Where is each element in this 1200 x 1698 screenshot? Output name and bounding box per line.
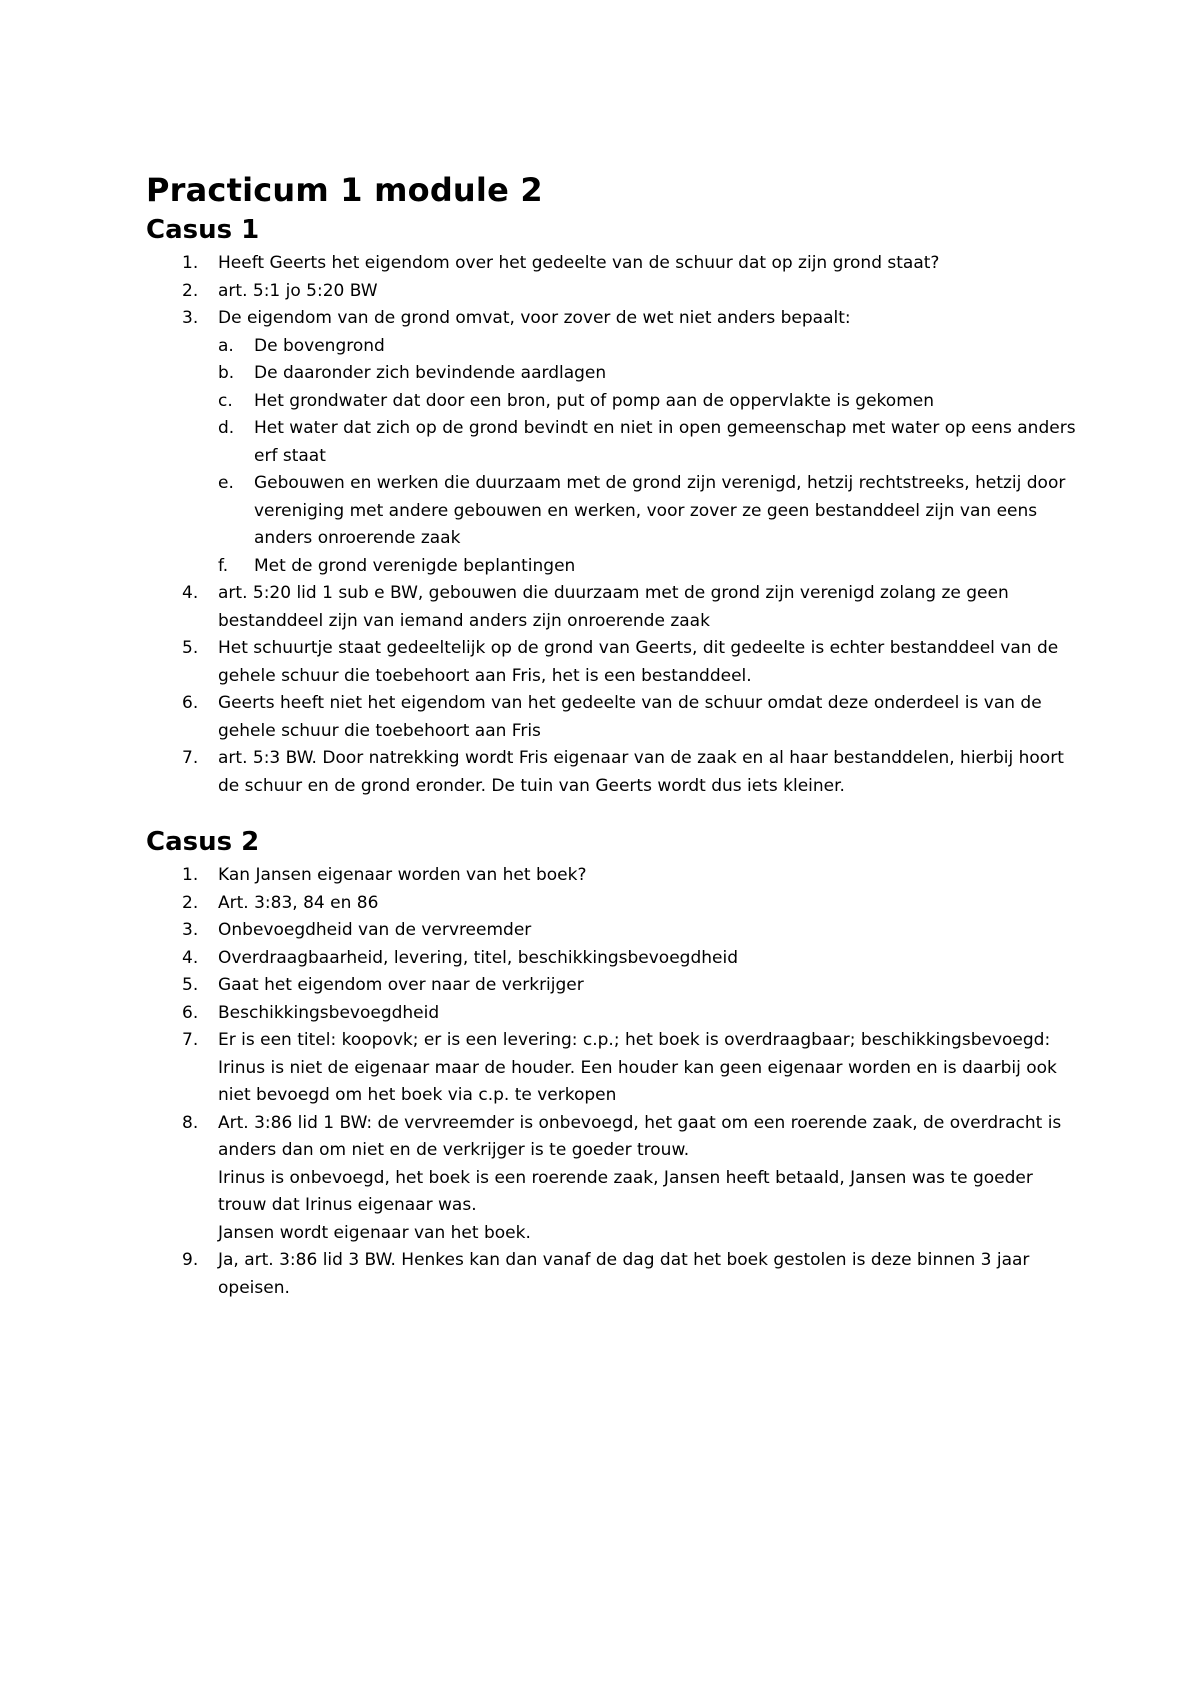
item-text: Het schuurtje staat gedeeltelijk op de grond van Geerts, dit gedeelte is echter bestanddeel van de gehele schuur die toebehoort aan Fris, het is een bestanddeel. xyxy=(218,638,1059,686)
list-item xyxy=(146,1027,1076,1110)
sub-list-item xyxy=(146,333,1076,361)
list-item xyxy=(146,250,1076,278)
item-text: Heeft Geerts het eigendom over het gedeelte van de schuur dat op zijn grond staat? xyxy=(218,253,940,273)
sub-item-text: Het grondwater dat door een bron, put of pomp aan de oppervlakte is gekomen xyxy=(254,390,934,411)
casus-1-heading: Casus 1 xyxy=(146,215,260,245)
document-title: Practicum 1 module 2 xyxy=(146,171,543,209)
item-text: art. 5:20 lid 1 sub e BW, gebouwen die duurzaam met de grond zijn verenigd zolang ze geen bestanddeel zijn van iemand anders zijn onroerende zaak xyxy=(218,583,1009,631)
item-text: Ja, art. 3:86 lid 3 BW. Henkes kan dan vanaf de dag dat het boek gestolen is deze binnen 3 jaar opeisen. xyxy=(218,1250,1030,1298)
list-item xyxy=(146,890,1076,918)
list-item xyxy=(146,690,1076,745)
list-item xyxy=(146,862,1076,890)
casus-2-heading: Casus 2 xyxy=(146,827,260,857)
casus-1-list-continued xyxy=(146,580,1076,800)
sub-item-text: De bovengrond xyxy=(254,335,385,356)
list-item xyxy=(146,1110,1076,1248)
list-item xyxy=(146,278,1076,306)
item-continuation: Jansen wordt eigenaar van het boek. xyxy=(218,1222,531,1243)
casus-2-list xyxy=(146,862,1076,1302)
list-item xyxy=(146,1247,1076,1302)
list-item xyxy=(146,945,1076,973)
item-number: 6. xyxy=(182,693,199,713)
item-text: Onbevoegdheid van de vervreemder xyxy=(218,920,532,940)
item-number: 7. xyxy=(182,748,199,768)
item-number: 5. xyxy=(182,638,199,658)
sub-list-item xyxy=(146,415,1076,470)
item-text: Beschikkingsbevoegdheid xyxy=(218,1002,440,1023)
item-number: 7. xyxy=(182,1030,199,1050)
sub-item-text: Met de grond verenigde beplantingen xyxy=(254,555,576,576)
sub-list-item xyxy=(146,553,1076,581)
item-number: 4. xyxy=(182,583,199,603)
item-text: Kan Jansen eigenaar worden van het boek? xyxy=(218,865,587,885)
item-text: Overdraagbaarheid, levering, titel, beschikkingsbevoegdheid xyxy=(218,947,738,968)
list-item xyxy=(146,917,1076,945)
item-text: Art. 3:83, 84 en 86 xyxy=(218,892,379,913)
sub-list-item xyxy=(146,388,1076,416)
list-item xyxy=(146,1000,1076,1028)
casus-1-list xyxy=(146,250,1076,333)
item-text: De eigendom van de grond omvat, voor zover de wet niet anders bepaalt: xyxy=(218,308,851,328)
item-text: Geerts heeft niet het eigendom van het gedeelte van de schuur omdat deze onderdeel is van de gehele schuur die toebehoort aan Fris xyxy=(218,693,1042,741)
list-item xyxy=(146,972,1076,1000)
item-number: 1. xyxy=(182,865,199,885)
item-number: 1. xyxy=(182,253,199,273)
sub-item-text: De daaronder zich bevindende aardlagen xyxy=(254,363,607,383)
item-number: 2. xyxy=(182,892,199,913)
sub-list-item xyxy=(146,470,1076,553)
item-number: 3. xyxy=(182,920,199,940)
item-number: 2. xyxy=(182,280,199,301)
item-number: 5. xyxy=(182,975,199,995)
list-item xyxy=(146,580,1076,635)
sub-list-item xyxy=(146,360,1076,388)
item-number: 9. xyxy=(182,1250,199,1270)
casus-1-sublist xyxy=(146,333,1076,581)
item-number: 6. xyxy=(182,1002,199,1023)
item-text: Er is een titel: koopovk; er is een levering: c.p.; het boek is overdraagbaar; beschikkingsbevoegd: Irinus is niet de eigenaar maar de houder. Een houder kan geen eigenaar worden en is daarbij ook niet bevoegd om het boek via c.p. te verkopen xyxy=(218,1030,1057,1105)
item-number: 8. xyxy=(182,1112,199,1133)
sub-item-label: f. xyxy=(218,555,229,576)
sub-item-text: Gebouwen en werken die duurzaam met de grond zijn verenigd, hetzij rechtstreeks, hetzij door vereniging met andere gebouwen en werken, voor zover ze geen bestanddeel zijn van eens anders onroerende zaak xyxy=(254,473,1066,548)
list-item xyxy=(146,745,1076,800)
sub-item-label: e. xyxy=(218,473,234,493)
item-text: Gaat het eigendom over naar de verkrijger xyxy=(218,975,584,995)
item-text: Art. 3:86 lid 1 BW: de vervreemder is onbevoegd, het gaat om een roerende zaak, de overdracht is anders dan om niet en de verkrijger is te goeder trouw. xyxy=(218,1112,1062,1160)
item-number: 4. xyxy=(182,947,199,968)
item-continuation: Irinus is onbevoegd, het boek is een roerende zaak, Jansen heeft betaald, Jansen was te goeder trouw dat Irinus eigenaar was. xyxy=(218,1167,1033,1215)
sub-item-label: c. xyxy=(218,390,233,411)
document-body xyxy=(146,160,1076,1302)
sub-item-text: Het water dat zich op de grond bevindt en niet in open gemeenschap met water op eens anders erf staat xyxy=(254,418,1076,466)
sub-item-label: a. xyxy=(218,335,234,356)
list-item xyxy=(146,635,1076,690)
item-number: 3. xyxy=(182,308,199,328)
item-text: art. 5:3 BW. Door natrekking wordt Fris eigenaar van de zaak en al haar bestanddelen, hierbij hoort de schuur en de grond eronder. De tuin van Geerts wordt dus iets kleiner. xyxy=(218,748,1064,796)
sub-item-label: b. xyxy=(218,363,235,383)
sub-item-label: d. xyxy=(218,418,235,438)
item-text: art. 5:1 jo 5:20 BW xyxy=(218,280,378,301)
list-item xyxy=(146,305,1076,333)
